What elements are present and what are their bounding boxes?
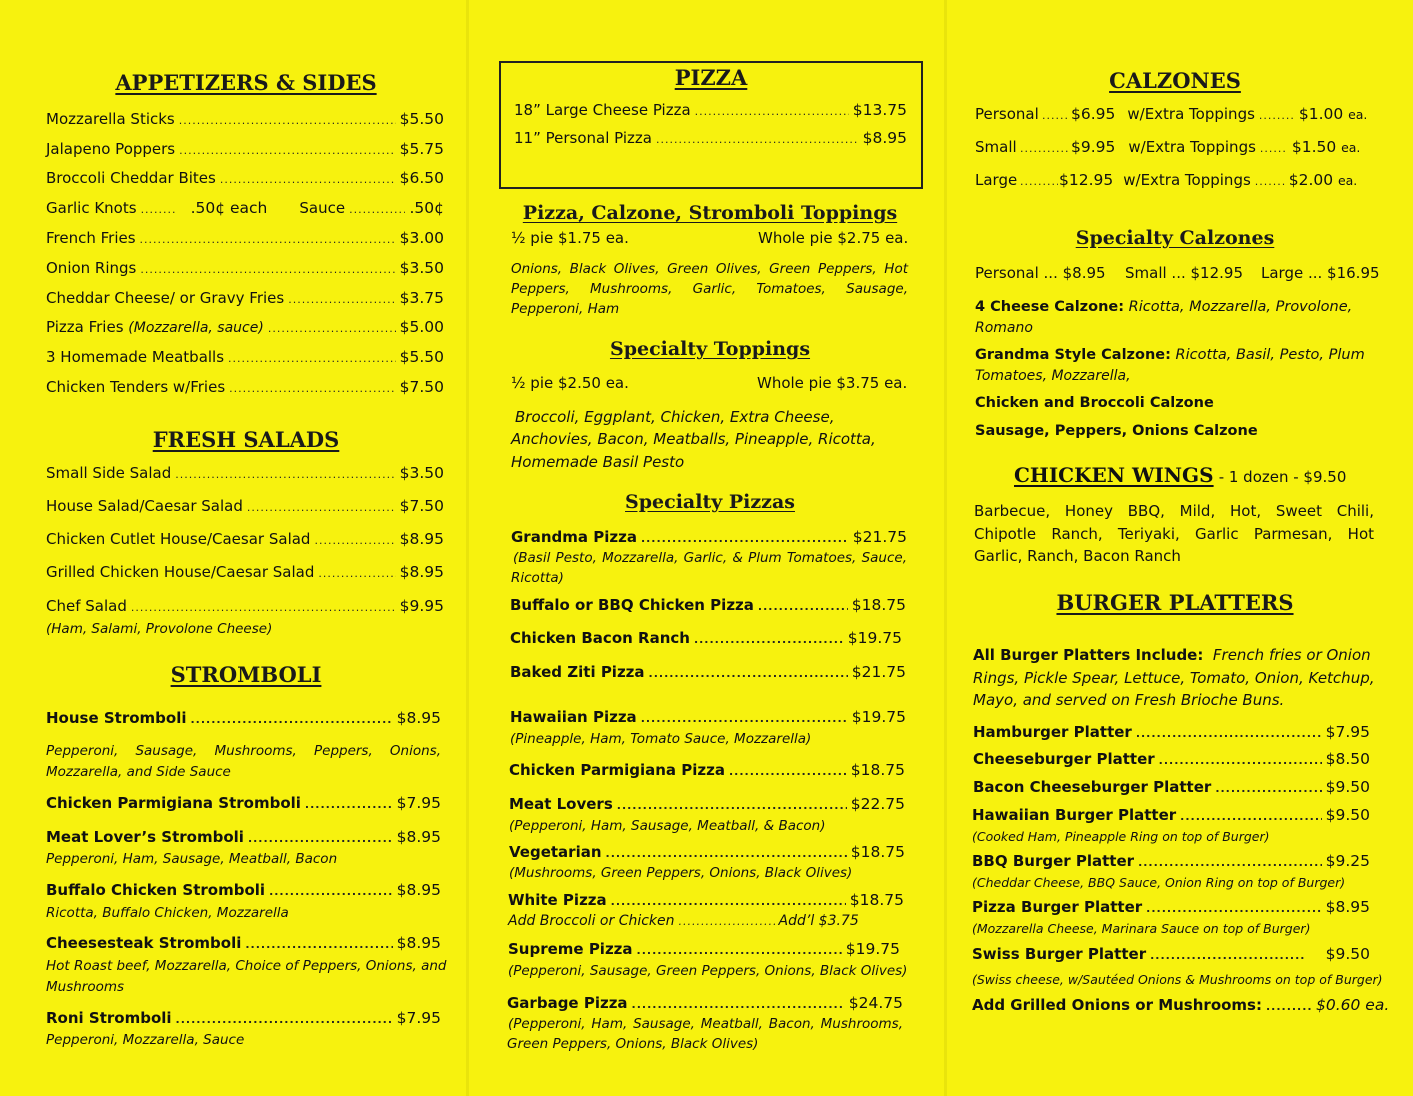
item-description: Ricotta) [511, 570, 564, 586]
calzone-size-row: Small ..... $9.95 w/Extra Toppings ..... $1.50 ea. [975, 138, 1360, 156]
burger-addon: Add Grilled Onions or Mushrooms: ..... $0.60 ea. [972, 996, 1368, 1014]
specialty-toppings-list: Anchovies, Bacon, Meatballs, Pineapple, Ricotta, [511, 430, 876, 448]
calzones-title: CALZONES [1109, 68, 1241, 93]
toppings-whole-price: Whole pie $2.75 ea. [758, 229, 909, 247]
item-description: (Cheddar Cheese, BBQ Sauce, Onion Ring on top of Burger) [972, 875, 1346, 890]
toppings-title: Pizza, Calzone, Stromboli Toppings [522, 202, 898, 224]
menu-item: Chicken Parmigiana Stromboli ..... $7.95 [46, 794, 441, 812]
item-description: Green Peppers, Onions, Black Olives) [507, 1036, 759, 1052]
burger-includes: Mayo, and served on Fresh Brioche Buns. [973, 691, 1285, 709]
stromboli-title: STROMBOLI [170, 662, 322, 687]
menu-item: Hawaiian Pizza ..... $19.75 [510, 708, 906, 726]
wings-header [1014, 463, 1346, 487]
burger-includes: Rings, Pickle Spear, Lettuce, Tomato, Onion, Ketchup, [973, 669, 1375, 687]
specialty-calzone-personal: Personal ... $8.95 [975, 264, 1106, 282]
item-description: Ricotta, Buffalo Chicken, Mozzarella [46, 905, 289, 921]
calzone-item: Sausage, Peppers, Onions Calzone [975, 423, 1258, 439]
menu-item: Mozzarella Sticks ..... $5.50 [46, 110, 444, 128]
specialty-toppings-whole-price: Whole pie $3.75 ea. [757, 374, 908, 392]
wings-flavors: Chipotle Ranch, Teriyaki, Garlic Parmesan, Hot [974, 525, 1374, 543]
item-description: (Mushrooms, Green Peppers, Onions, Black Olives) [509, 865, 853, 881]
pizza-title: PIZZA [674, 65, 748, 90]
item-description: (Cooked Ham, Pineapple Ring on top of Burger) [972, 829, 1270, 844]
specialty-toppings-half-price: ½ pie $2.50 ea. [511, 374, 629, 392]
specialty-calzones-title: Specialty Calzones [1075, 227, 1275, 249]
menu-item: Cheeseburger Platter ..... $8.50 [973, 750, 1370, 768]
item-description: (Mozzarella Cheese, Marinara Sauce on top of Burger) [972, 921, 1311, 936]
specialty-toppings-list: Broccoli, Eggplant, Chicken, Extra Cheese, [515, 408, 835, 426]
menu-item: Chicken Tenders w/Fries ..... $7.50 [46, 378, 444, 396]
item-description: (Pineapple, Ham, Tomato Sauce, Mozzarella) [510, 731, 812, 747]
menu-item: Pizza Burger Platter ..... $8.95 [972, 898, 1370, 916]
toppings-half-price: ½ pie $1.75 ea. [511, 229, 629, 247]
calzone-item: Chicken and Broccoli Calzone [975, 395, 1214, 411]
item-description: (Swiss cheese, w/Sautéed Onions & Mushrooms on top of Burger) [972, 972, 1383, 987]
item-description: (Ham, Salami, Provolone Cheese) [46, 621, 273, 637]
item-description: (Pepperoni, Ham, Sausage, Meatball, & Bacon) [509, 818, 826, 834]
add-on-row: Add Broccoli or Chicken ..... Add’l $3.75 [508, 913, 858, 929]
item-description: Pepperoni, Mozzarella, Sauce [46, 1032, 245, 1048]
menu-item: BBQ Burger Platter ..... $9.25 [972, 852, 1370, 870]
menu-item: Buffalo or BBQ Chicken Pizza ..... $18.75 [510, 596, 906, 614]
menu-item: Chicken Parmigiana Pizza ..... $18.75 [509, 761, 905, 779]
menu-item: Cheesesteak Stromboli ..... $8.95 [46, 934, 441, 952]
menu-item: Onion Rings ..... $3.50 [46, 259, 444, 277]
menu-item: Broccoli Cheddar Bites ..... $6.50 [46, 169, 444, 187]
menu-item: Bacon Cheeseburger Platter ..... $9.50 [973, 778, 1370, 796]
item-description: Mushrooms [46, 979, 125, 995]
burger-includes: All Burger Platters Include: French fries or Onion [973, 646, 1371, 664]
item-description: Pepperoni, Sausage, Mushrooms, Peppers, Onions, [46, 743, 441, 759]
item-description: Mozzarella, and Side Sauce [46, 764, 231, 780]
menu-item: Chicken Cutlet House/Caesar Salad ..... $8.95 [46, 530, 444, 548]
calzone-size-row: Large ..... $12.95 w/Extra Toppings ..... $2.00 ea. [975, 171, 1357, 189]
item-description: (Pepperoni, Sausage, Green Peppers, Onions, Black Olives) [508, 963, 908, 979]
toppings-list: Peppers, Mushrooms, Garlic, Tomatoes, Sausage, [511, 281, 908, 297]
specialty-calzone-small: Small ... $12.95 [1125, 264, 1243, 282]
item-description: (Basil Pesto, Mozzarella, Garlic, & Plum Tomatoes, Sauce, [513, 550, 907, 566]
toppings-list: Onions, Black Olives, Green Olives, Green Peppers, Hot [511, 261, 908, 277]
menu-item: House Salad/Caesar Salad ..... $7.50 [46, 497, 444, 515]
menu-item: Buffalo Chicken Stromboli ..... $8.95 [46, 881, 441, 899]
menu-item: Garbage Pizza ..... $24.75 [507, 994, 903, 1012]
wings-price: - 1 dozen - $9.50 [1218, 468, 1347, 486]
fold-line [466, 0, 469, 1096]
specialty-toppings-title: Specialty Toppings [609, 338, 811, 360]
menu-item: Cheddar Cheese/ or Gravy Fries ..... $3.75 [46, 289, 444, 307]
specialty-calzone-large: Large ... $16.95 [1261, 264, 1380, 282]
item-description: Hot Roast beef, Mozzarella, Choice of Peppers, Onions, and [46, 958, 447, 974]
menu-item: Vegetarian ..... $18.75 [509, 843, 905, 861]
menu-item: Supreme Pizza ..... $19.75 [508, 940, 900, 958]
menu-item: Hamburger Platter ..... $7.95 [973, 723, 1370, 741]
specialty-toppings-list: Homemade Basil Pesto [511, 453, 685, 471]
menu-item: Roni Stromboli ..... $7.95 [46, 1009, 441, 1027]
menu-item: Hawaiian Burger Platter ..... $9.50 [972, 806, 1370, 824]
menu-item: Chicken Bacon Ranch ..... $19.75 [510, 629, 902, 647]
menu-item: Baked Ziti Pizza ..... $21.75 [510, 663, 906, 681]
menu-item: Small Side Salad ..... $3.50 [46, 464, 444, 482]
specialty-pizzas-title: Specialty Pizzas [625, 491, 795, 513]
item-description: Pepperoni, Ham, Sausage, Meatball, Bacon [46, 851, 338, 867]
menu-item: House Stromboli ..... $8.95 [46, 709, 441, 727]
toppings-list: Pepperoni, Ham [511, 301, 620, 317]
menu-item: Grandma Pizza ..... $21.75 [511, 528, 907, 546]
wings-flavors: Garlic, Ranch, Bacon Ranch [974, 547, 1181, 565]
item-description: Romano [975, 320, 1033, 336]
menu-item-garlic-knots: Garlic Knots ..... .50¢ each Sauce ..... .50¢ [46, 199, 444, 217]
menu-item: 11” Personal Pizza ..... $8.95 [514, 129, 907, 147]
item-description: Tomatoes, Mozzarella, [975, 368, 1131, 384]
menu-item: Jalapeno Poppers ..... $5.75 [46, 140, 444, 158]
calzone-size-row: Personal ..... $6.95 w/Extra Toppings ..... $1.00 ea. [975, 105, 1367, 123]
menu-item: 18” Large Cheese Pizza ..... $13.75 [514, 101, 907, 119]
wings-title: CHICKEN WINGS [1014, 463, 1214, 487]
wings-flavors: Barbecue, Honey BBQ, Mild, Hot, Sweet Chili, [974, 502, 1374, 520]
calzone-item: Grandma Style Calzone: Ricotta, Basil, Pesto, Plum [975, 347, 1365, 363]
appetizers-title: APPETIZERS & SIDES [115, 70, 377, 95]
menu-item: Meat Lovers ..... $22.75 [509, 795, 905, 813]
menu-item: Meat Lover’s Stromboli ..... $8.95 [46, 828, 441, 846]
item-description: (Pepperoni, Ham, Sausage, Meatball, Bacon, Mushrooms, [508, 1016, 903, 1032]
salads-title: FRESH SALADS [152, 427, 340, 452]
menu-item: Pizza Fries (Mozzarella, sauce) ..... $5.00 [46, 318, 444, 336]
menu-item: 3 Homemade Meatballs ..... $5.50 [46, 348, 444, 366]
menu-item: Chef Salad ..... $9.95 [46, 597, 444, 615]
menu-item: White Pizza ..... $18.75 [508, 891, 904, 909]
menu-item: French Fries ..... $3.00 [46, 229, 444, 247]
menu-item: Grilled Chicken House/Caesar Salad ..... $8.95 [46, 563, 444, 581]
fold-line [944, 0, 947, 1096]
burgers-title: BURGER PLATTERS [1056, 590, 1294, 615]
menu-item: Swiss Burger Platter ..... $9.50 [972, 945, 1370, 963]
calzone-item: 4 Cheese Calzone: Ricotta, Mozzarella, Provolone, [975, 299, 1353, 315]
